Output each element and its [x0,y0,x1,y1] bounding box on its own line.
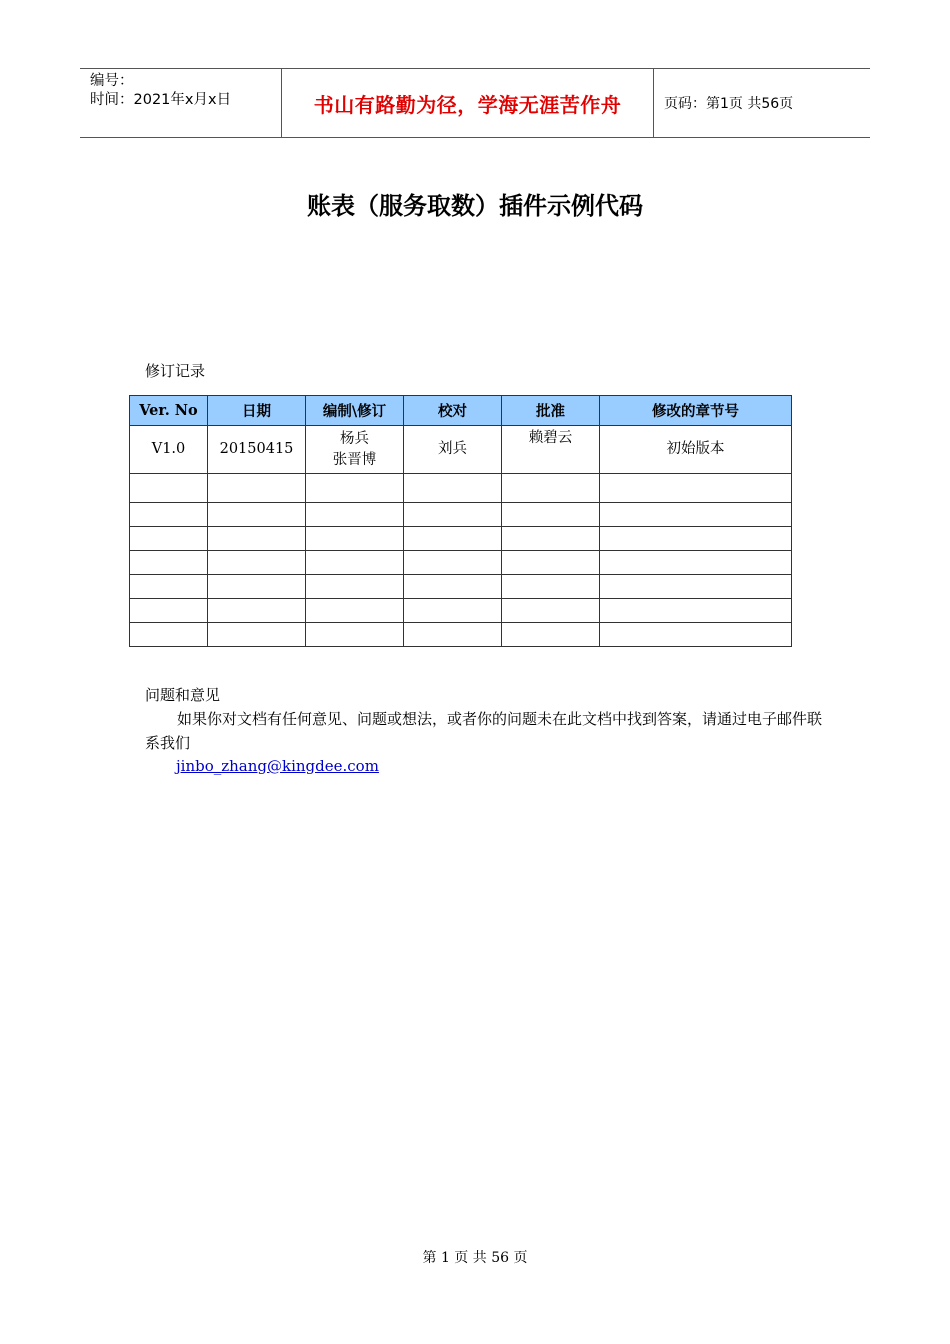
feedback-body [145,707,825,755]
col-date: 日期 [208,396,306,426]
cell-editor-2: 张晋博 [332,451,377,468]
page-footer: 第 1 页 共 56 页 [422,1250,528,1266]
document-title: 账表（服务取数）插件示例代码 [307,192,643,220]
feedback-label: 问题和意见 [145,686,221,704]
table-header-row [130,396,792,426]
table-row [130,426,792,474]
col-chapter: 修改的章节号 [600,396,792,426]
page-header [80,68,870,138]
cell-editor [306,426,404,474]
table-row [130,503,792,527]
col-editor: 编制\修订 [306,396,404,426]
cell-editor-1: 杨兵 [340,430,369,447]
cell-approver: 赖碧云 [502,426,600,474]
col-checker: 校对 [404,396,502,426]
table-row [130,599,792,623]
table-row [130,575,792,599]
table-row [130,551,792,575]
header-page-info: 页码：第1页 共56页 [664,96,794,112]
email-link[interactable]: jinbo_zhang@kingdee.com [176,757,379,775]
header-motto-cell [281,69,654,137]
cell-date: 20150415 [208,426,306,474]
header-time: 时间：2021年x月x日 [90,92,232,108]
table-row [130,623,792,647]
revision-label: 修订记录 [145,362,206,380]
cell-ver: V1.0 [130,426,208,474]
table-row [130,474,792,503]
revision-table [129,395,792,647]
header-number: 编号： [90,73,134,89]
cell-chapter: 初始版本 [600,426,792,474]
cell-checker: 刘兵 [404,426,502,474]
header-info [80,69,281,137]
header-motto: 书山有路勤为径，学海无涯苦作舟 [313,92,622,117]
col-ver: Ver. No [130,396,208,426]
table-row [130,527,792,551]
feedback-text: 如果你对文档有任何意见、问题或想法，或者你的问题未在此文档中找到答案，请通过电子邮件联系我们 [145,710,823,752]
col-approver: 批准 [502,396,600,426]
